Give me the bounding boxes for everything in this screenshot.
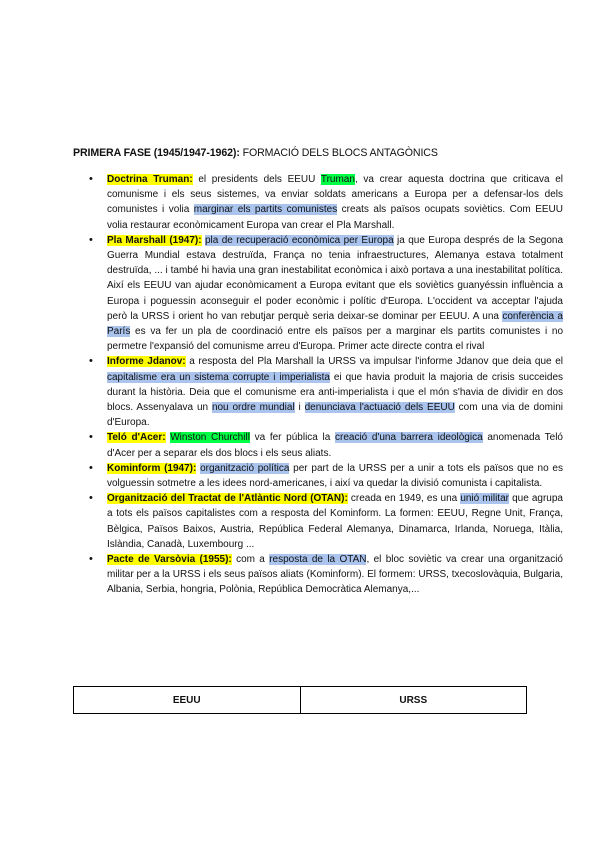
term-highlight: Doctrina Truman: xyxy=(107,174,193,185)
concept-highlight: unió militar xyxy=(460,493,509,505)
item-text: ja que Europa després de la Segona Guerra Mundial estava destruïda, França no tenia infraestructures, Alemanya estava totalment destruïda, ... i també hi havia una gran inestabilitat econòmica i això portava a una inestabilitat política. Així els EEUU van ajudar econòmicament a Europa evitant que els soviètics guanyéssin influència a Europa i poguessin aconseguir el poder econòmic i polític d'Europa. L'occident va acceptar l'ajuda però la URSS i orient ho van rebutjar perquè seria deixar-se dominar per EEUU. A una xyxy=(107,234,564,322)
list-item-doctrina-truman xyxy=(107,172,563,233)
concept-highlight: organització política xyxy=(200,462,290,474)
item-text: a resposta del Pla Marshall la URSS va impulsar l'informe Jdanov que deia que el xyxy=(185,356,563,368)
term-highlight: Organització del Tractat de l'Atlàntic Nord (OTAN): xyxy=(107,493,348,505)
heading-bold: PRIMERA FASE (1945/1947-1962): xyxy=(73,147,240,159)
item-text: , va crear aquesta doctrina que criticava el comunisme i els seus sistemes, va enviar soldats americans a Europa per a defensar-los dels comunistes i volia xyxy=(107,174,563,216)
table-header-urss: URSS xyxy=(300,687,527,714)
list-item-pla-marshall xyxy=(107,233,563,355)
list-item-telo-acer xyxy=(107,430,563,460)
name-highlight: Winston Churchill xyxy=(170,432,250,444)
concept-highlight: conferència a París xyxy=(107,310,563,338)
item-text: com una via de domini d'Europa. xyxy=(107,402,563,429)
table-header-eeuu: EEUU xyxy=(74,687,301,714)
term-highlight: Teló d'Acer: xyxy=(107,432,166,444)
table-header-row xyxy=(74,687,527,714)
bullet-list xyxy=(73,172,563,598)
term-highlight: Kominform (1947): xyxy=(107,462,197,474)
concept-highlight: creació d'una barrera ideològica xyxy=(334,432,483,444)
concept-highlight: capitalisme era un sistema corrupte i imperialista xyxy=(107,371,330,383)
item-text: creada en 1949, es una xyxy=(347,493,461,505)
item-text: va fer pública la xyxy=(249,432,335,444)
item-text: , el bloc soviètic va crear una organització militar per a la URSS i els seus països aliats (Kominform). El formem: URSS, txecoslovàquia, Bulgaria, Albania, Serbia, hongria, Polònia, República Democràtica Alemanya,... xyxy=(107,554,563,596)
comparison-table xyxy=(73,686,527,714)
concept-highlight: marginar els partits comunistes xyxy=(193,204,338,216)
list-item-pacte-varsovia xyxy=(107,552,563,598)
list-item-informe-jdanov xyxy=(107,354,563,430)
item-text: creats als països ocupats soviètics. Com EEUU volia restaurar econòmicament Europa van crear el Pla Marshall. xyxy=(107,204,563,231)
item-text: ei que havia produit la majoria de crisis succeides durant la història. Deia que el comunisme era anti-imperialista i que el món s'havia de dividir en dos blocs. Assenyalava un xyxy=(107,371,564,414)
name-highlight: Truman xyxy=(320,174,355,185)
section-heading xyxy=(73,147,438,159)
item-text: anomenada Teló d'Acer per a separar els dos blocs i els seus aliats. xyxy=(107,432,563,459)
list-item-kominform xyxy=(107,461,563,491)
concept-highlight: resposta de la OTAN xyxy=(269,554,367,566)
concept-highlight: nou ordre mundial xyxy=(211,402,295,414)
item-text: que agrupa a tots els països capitalistes com a resposta del Kominform. La formen: EEUU, Regne Unit, França, Bèlgica, Països Baixos, Austria, República Federal Alemanya, Dinamarca, Irlanda, Noruega, Itàlia, Islàndia, Canadà, Luxembourg ... xyxy=(107,493,563,550)
item-text: i xyxy=(294,402,305,414)
term-highlight: Informe Jdanov: xyxy=(107,356,186,368)
item-text: per part de la URSS per a unir a tots els països que no es volguessin sotmetre a les idees nord-americanes, i així va quedar la divisió comunista i capitalista. xyxy=(107,462,563,490)
concept-highlight: pla de recuperació econòmica per Europa xyxy=(204,234,394,246)
term-highlight: Pla Marshall (1947): xyxy=(107,234,202,246)
heading-text: FORMACIÓ DELS BLOCS ANTAGÒNICS xyxy=(239,147,438,159)
list-item-otan xyxy=(107,491,563,552)
item-text: com a xyxy=(231,554,270,566)
term-highlight: Pacte de Varsòvia (1955): xyxy=(107,554,232,566)
item-text: el presidents dels EEUU xyxy=(192,174,321,185)
item-text: es va fer un pla de coordinació entre els països per a marginar els partits comunistes i no permetre l'expansió del comunisme arreu d'Europa. Primer acte directe contra el rival xyxy=(107,326,563,353)
concept-highlight: denunciava l'actuació dels EEUU xyxy=(304,402,455,414)
